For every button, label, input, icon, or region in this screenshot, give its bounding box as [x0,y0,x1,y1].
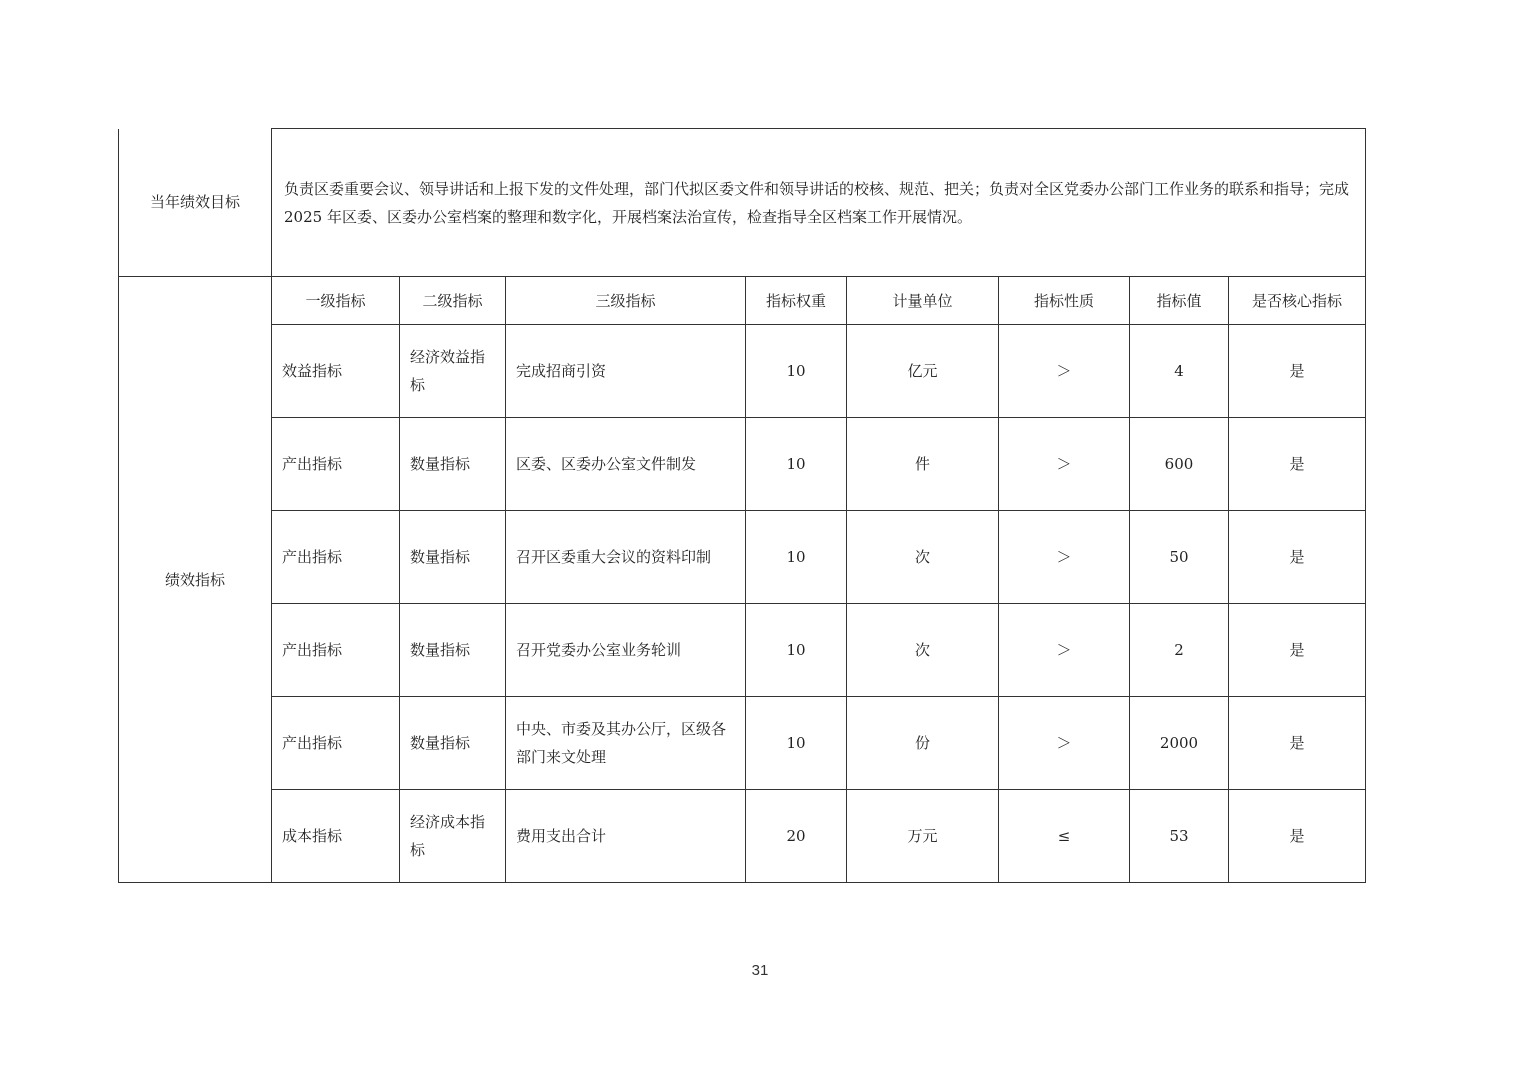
cell-level3: 中央、市委及其办公厅，区级各部门来文处理 [506,697,746,790]
table-row [119,325,1366,418]
cell-level1: 成本指标 [272,790,400,883]
cell-core: 是 [1229,418,1366,511]
cell-level3: 区委、区委办公室文件制发 [506,418,746,511]
cell-level2: 数量指标 [400,511,506,604]
header-weight: 指标权重 [746,277,847,325]
table-row [119,604,1366,697]
cell-level2: 经济效益指标 [400,325,506,418]
cell-value: 4 [1130,325,1229,418]
table-row [119,790,1366,883]
cell-unit: 次 [847,604,999,697]
table-row [119,697,1366,790]
cell-value: 53 [1130,790,1229,883]
cell-level3: 召开党委办公室业务轮训 [506,604,746,697]
cell-level1: 产出指标 [272,604,400,697]
cell-unit: 万元 [847,790,999,883]
cell-level3: 费用支出合计 [506,790,746,883]
cell-level2: 数量指标 [400,604,506,697]
table-row [119,511,1366,604]
cell-weight: 10 [746,697,847,790]
cell-level2: 数量指标 [400,418,506,511]
cell-nature: ＞ [999,697,1130,790]
cell-nature: ≤ [999,790,1130,883]
cell-level1: 产出指标 [272,418,400,511]
table-header-row [119,277,1366,325]
cell-core: 是 [1229,604,1366,697]
cell-core: 是 [1229,790,1366,883]
cell-weight: 10 [746,511,847,604]
cell-value: 600 [1130,418,1229,511]
cell-core: 是 [1229,697,1366,790]
cell-nature: ＞ [999,325,1130,418]
cell-value: 2 [1130,604,1229,697]
header-value: 指标值 [1130,277,1229,325]
cell-weight: 10 [746,604,847,697]
goal-row [119,129,1366,277]
goal-label: 当年绩效目标 [119,129,272,277]
header-level3: 三级指标 [506,277,746,325]
cell-nature: ＞ [999,418,1130,511]
header-level2: 二级指标 [400,277,506,325]
header-level1: 一级指标 [272,277,400,325]
cell-core: 是 [1229,511,1366,604]
cell-unit: 件 [847,418,999,511]
cell-level2: 数量指标 [400,697,506,790]
header-nature: 指标性质 [999,277,1130,325]
cell-level3: 完成招商引资 [506,325,746,418]
indicators-label: 绩效指标 [119,277,272,883]
cell-core: 是 [1229,325,1366,418]
cell-value: 2000 [1130,697,1229,790]
cell-unit: 次 [847,511,999,604]
cell-level3: 召开区委重大会议的资料印制 [506,511,746,604]
cell-value: 50 [1130,511,1229,604]
cell-nature: ＞ [999,604,1130,697]
cell-level1: 产出指标 [272,511,400,604]
cell-weight: 10 [746,418,847,511]
cell-level1: 效益指标 [272,325,400,418]
page-number: 31 [751,962,769,979]
header-core: 是否核心指标 [1229,277,1366,325]
cell-level1: 产出指标 [272,697,400,790]
cell-weight: 20 [746,790,847,883]
goal-text: 负责区委重要会议、领导讲话和上报下发的文件处理，部门代拟区委文件和领导讲话的校核、规范、把关；负责对全区党委办公部门工作业务的联系和指导；完成 2025 年区委、区委办公室档案的整理和数字化，开展档案法治宣传，检查指导全区档案工作开展情况。 [272,129,1366,277]
cell-nature: ＞ [999,511,1130,604]
cell-unit: 份 [847,697,999,790]
cell-weight: 10 [746,325,847,418]
table-row [119,418,1366,511]
cell-level2: 经济成本指标 [400,790,506,883]
cell-unit: 亿元 [847,325,999,418]
performance-table [118,128,1366,883]
header-unit: 计量单位 [847,277,999,325]
